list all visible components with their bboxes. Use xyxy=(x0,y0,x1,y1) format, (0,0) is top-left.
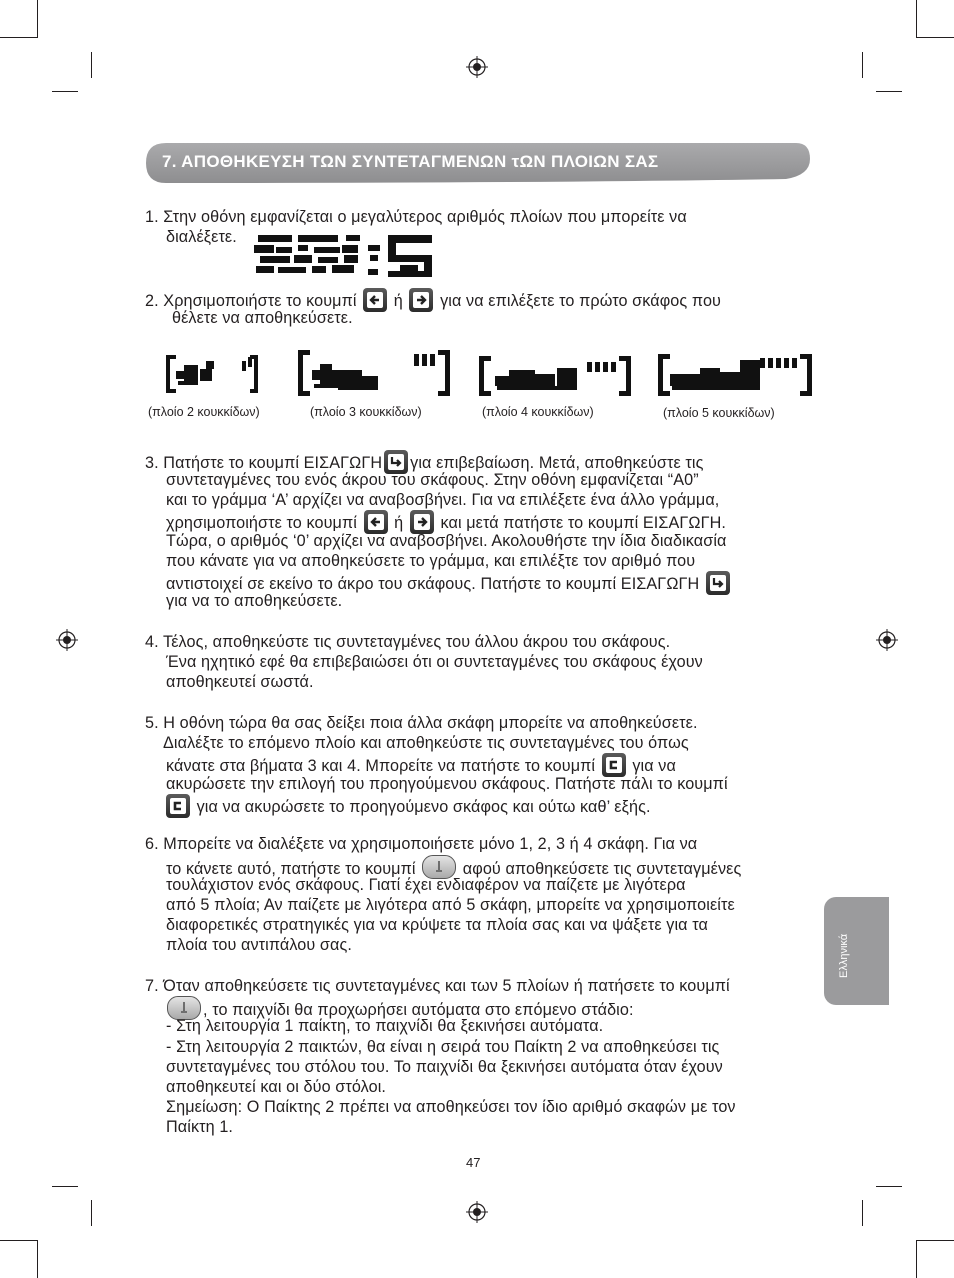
ship-5-display xyxy=(658,354,812,396)
step7-line: συντεταγμένες του στόλου του. Το παιχνίδι θα ξεκινήσει αυτόματα όταν έχουν xyxy=(166,1058,723,1076)
crop-mark xyxy=(91,52,92,78)
left-arrow-key-icon xyxy=(363,288,387,312)
crop-mark xyxy=(0,37,38,38)
step7-line: - Στη λειτουργία 2 παικτών, θα είναι η σειρά του Παίκτη 2 να αποθηκεύσει τις xyxy=(166,1038,720,1056)
ship-2-display xyxy=(166,355,258,393)
language-tab xyxy=(824,897,889,1005)
ship-caption: (πλοίο 4 κουκκίδων) xyxy=(482,405,594,419)
step3-text: και μετά πατήστε το κουμπί ΕΙΣΑΓΩΓΗ. xyxy=(440,514,727,532)
step7-text: , το παιχνίδι θα προχωρήσει αυτόματα στο επόμενο στάδιο: xyxy=(203,1001,634,1019)
registration-mark-icon xyxy=(466,56,488,78)
step4-line: 4. Τέλος, αποθηκεύστε τις συντεταγμένες του άλλου άκρου του σκάφους. xyxy=(145,633,671,651)
step7-line: Παίκτη 1. xyxy=(166,1118,234,1136)
language-tab-label: Ελληνικά xyxy=(838,933,850,978)
crop-mark xyxy=(876,1186,902,1187)
step5-text: για να ακυρώσετε το προηγούμενο σκάφος και ούτω καθ’ εξής. xyxy=(196,798,651,816)
step4-line: αποθηκευτεί σωστά. xyxy=(166,673,314,691)
step5-line: 5. Η οθόνη τώρα θα σας δείξει ποια άλλα σκάφη μπορείτε να αποθηκεύσετε. xyxy=(145,714,698,732)
step2-line: θέλετε να αποθηκεύσετε. xyxy=(172,309,353,327)
enter-key-icon xyxy=(706,571,730,595)
right-arrow-key-icon xyxy=(409,288,433,312)
step7-line: Σημείωση: Ο Παίκτης 2 πρέπει να αποθηκεύσει τον ίδιο αριθμό σκαφών με τον xyxy=(166,1098,736,1116)
ship-caption: (πλοίο 3 κουκκίδων) xyxy=(310,405,422,419)
step3-line: και το γράμμα ‘A’ αρχίζει να αναβοσβήνει. Για να επιλέξετε ένα άλλο γράμμα, xyxy=(166,491,720,509)
crop-mark xyxy=(862,52,863,78)
step5-text: για να xyxy=(632,757,676,775)
step1-line: 1. Στην οθόνη εμφανίζεται ο μεγαλύτερος αριθμός πλοίων που μπορείτε να xyxy=(145,208,687,226)
page-number: 47 xyxy=(466,1155,481,1170)
crop-mark xyxy=(52,91,78,92)
step7-line: αποθηκευτεί και οι δύο στόλοι. xyxy=(166,1078,387,1096)
crop-mark xyxy=(52,1186,78,1187)
step3-line: συντεταγμένες του ενός άκρου του σκάφους. Στην οθόνη εμφανίζεται “A0” xyxy=(166,471,699,489)
step3-text: χρησιμοποιήστε το κουμπί xyxy=(166,514,357,532)
crop-mark xyxy=(916,1240,954,1241)
crop-mark xyxy=(862,1200,863,1226)
step2-text: ή xyxy=(393,292,403,310)
ship-caption: (πλοίο 2 κουκκίδων) xyxy=(148,405,260,419)
section-title: 7. ΑΠΟΘΗΚΕΥΣΗ ΤΩΝ ΣΥΝΤΕΤΑΓΜΕΝΩΝ τΩΝ ΠΛΟΙΩΝ ΣΑΣ xyxy=(162,152,659,171)
step3-text: αντιστοιχεί σε εκείνο το άκρο του σκάφους. Πατήστε το κουμπί ΕΙΣΑΓΩΓΗ xyxy=(166,575,700,593)
ship-caption: (πλοίο 5 κουκκίδων) xyxy=(663,406,775,420)
registration-mark-icon xyxy=(876,629,898,651)
lcd-ship-count-display xyxy=(254,233,436,279)
step3-line: για να το αποθηκεύσετε. xyxy=(166,592,343,610)
step4-line: Ένα ηχητικό εφέ θα επιβεβαιώσει ότι οι συντεταγμένες του σκάφους έχουν xyxy=(166,653,703,671)
crop-mark xyxy=(916,0,917,38)
registration-mark-icon xyxy=(56,629,78,651)
step3-line: Τώρα, ο αριθμός ‘0’ αρχίζει να αναβοσβήνει. Ακολουθήστε την ίδια διαδικασία xyxy=(166,532,727,550)
step5-line: Διαλέξτε το επόμενο πλοίο και αποθηκεύστε τις συντεταγμένες του όπως xyxy=(163,734,689,752)
crop-mark xyxy=(0,1240,38,1241)
step3-line: που κάνατε για να αποθηκεύσετε το γράμμα, και επιλέξτε τον αριθμό που xyxy=(166,552,696,570)
crop-mark xyxy=(37,0,38,38)
step6-line: από 5 πλοία; Αν παίζετε με λιγότερα από 5 σκάφη, μπορείτε να χρησιμοποιείτε xyxy=(166,896,735,914)
crop-mark xyxy=(876,91,902,92)
registration-mark-icon xyxy=(466,1201,488,1223)
step7-line: 7. Όταν αποθηκεύσετε τις συντεταγμένες και των 5 πλοίων ή πατήσετε το κουμπί xyxy=(145,977,730,995)
step6-line: πλοία του αντιπάλου σας. xyxy=(166,936,352,954)
cancel-key-icon xyxy=(166,794,190,818)
crop-mark xyxy=(91,1200,92,1226)
step6-text: το κάνετε αυτό, πατήστε το κουμπί xyxy=(166,860,416,878)
step5-line xyxy=(164,794,651,818)
step3-text: ή xyxy=(394,514,404,532)
crop-mark xyxy=(37,1240,38,1278)
step6-line: 6. Μπορείτε να διαλέξετε να χρησιμοποιήσετε μόνο 1, 2, 3 ή 4 σκάφη. Για να xyxy=(145,835,698,853)
step6-text: αφού αποθηκεύσετε τις συντεταγμένες xyxy=(462,860,742,878)
ship-4-display xyxy=(479,356,631,396)
ship-3-display xyxy=(298,350,450,396)
step6-line: διαφορετικές στρατηγικές για να κρύψετε τα πλοία σας και να ψάξετε για τα xyxy=(166,916,708,934)
step1-line: διαλέξετε. xyxy=(166,228,237,246)
step3-text: 3. Πατήστε το κουμπί ΕΙΣΑΓΩΓΗ xyxy=(145,454,383,472)
step5-line: ακυρώσετε την επιλογή του προηγούμενου σκάφους. Πατήστε πάλι το κουμπί xyxy=(166,775,728,793)
step5-text: κάνατε στα βήματα 3 και 4. Μπορείτε να πατήστε το κουμπί xyxy=(166,757,596,775)
step2-text: για να επιλέξετε το πρώτο σκάφος που xyxy=(440,292,722,310)
step3-text: για επιβεβαίωση. Μετά, αποθηκεύστε τις xyxy=(410,454,704,472)
step2-text: 2. Χρησιμοποιήστε το κουμπί xyxy=(145,292,357,310)
step6-line: τουλάχιστον ενός σκάφους. Γιατί έχει ενδιαφέρον να παίζετε με λιγότερα xyxy=(166,876,686,894)
step7-line: - Στη λειτουργία 1 παίκτη, το παιχνίδι θα ξεκινήσει αυτόματα. xyxy=(166,1017,604,1035)
crop-mark xyxy=(916,1240,917,1278)
crop-mark xyxy=(916,37,954,38)
